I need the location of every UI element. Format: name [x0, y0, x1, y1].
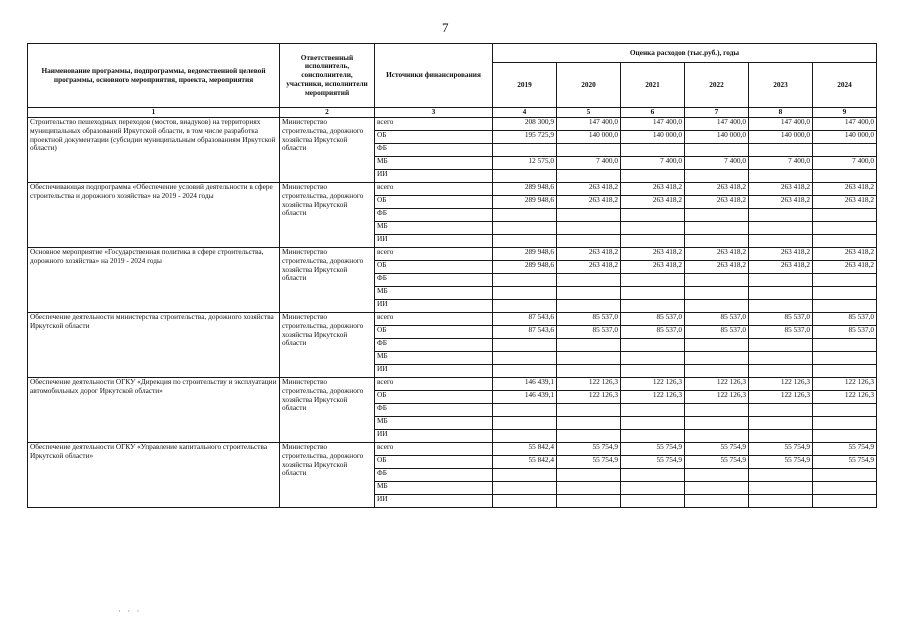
- amount-cell: 7 400,0: [557, 157, 621, 170]
- amount-cell: [493, 274, 557, 287]
- amount-cell: [685, 339, 749, 352]
- responsible-executor: Министерство строительства, дорожного хозяйства Иркутской области: [280, 313, 375, 378]
- amount-cell: 289 948,6: [493, 196, 557, 209]
- amount-cell: 263 418,2: [685, 196, 749, 209]
- amount-cell: 122 126,3: [557, 391, 621, 404]
- amount-cell: [557, 287, 621, 300]
- amount-cell: 55 754,9: [749, 456, 813, 469]
- amount-cell: 147 400,0: [685, 118, 749, 131]
- amount-cell: 87 543,6: [493, 313, 557, 326]
- amount-cell: [685, 352, 749, 365]
- amount-cell: [749, 365, 813, 378]
- amount-cell: [621, 339, 685, 352]
- amount-cell: 140 000,0: [749, 131, 813, 144]
- funding-source: ФБ: [375, 404, 493, 417]
- amount-cell: 140 000,0: [557, 131, 621, 144]
- responsible-executor: Министерство строительства, дорожного хозяйства Иркутской области: [280, 378, 375, 443]
- amount-cell: [749, 404, 813, 417]
- amount-cell: [557, 222, 621, 235]
- amount-cell: [685, 170, 749, 183]
- header-year: 2022: [685, 63, 749, 108]
- program-name: Обеспечивающая подпрограмма «Обеспечение условий деятельности в сфере строительства и дорожного хозяйства» на 2019 - 2024 годы: [28, 183, 280, 248]
- amount-cell: [493, 170, 557, 183]
- amount-cell: 12 575,0: [493, 157, 557, 170]
- amount-cell: [685, 235, 749, 248]
- amount-cell: 263 418,2: [813, 261, 877, 274]
- amount-cell: 85 537,0: [685, 313, 749, 326]
- amount-cell: [557, 352, 621, 365]
- amount-cell: 55 754,9: [685, 443, 749, 456]
- amount-cell: 146 439,1: [493, 391, 557, 404]
- amount-cell: [813, 430, 877, 443]
- amount-cell: [557, 430, 621, 443]
- amount-cell: 85 537,0: [557, 326, 621, 339]
- funding-source: ИИ: [375, 495, 493, 508]
- amount-cell: [685, 274, 749, 287]
- amount-cell: [493, 352, 557, 365]
- amount-cell: [685, 417, 749, 430]
- amount-cell: [493, 469, 557, 482]
- funding-source: ИИ: [375, 300, 493, 313]
- amount-cell: 55 842,4: [493, 443, 557, 456]
- amount-cell: [557, 339, 621, 352]
- amount-cell: [813, 235, 877, 248]
- amount-cell: 55 754,9: [685, 456, 749, 469]
- amount-cell: [749, 495, 813, 508]
- amount-cell: 263 418,2: [621, 196, 685, 209]
- amount-cell: 289 948,6: [493, 183, 557, 196]
- header-estimate: Оценка расходов (тыс.руб.), годы: [493, 44, 877, 63]
- amount-cell: 147 400,0: [621, 118, 685, 131]
- amount-cell: [557, 300, 621, 313]
- amount-cell: 85 537,0: [749, 313, 813, 326]
- amount-cell: [685, 482, 749, 495]
- header-year: 2023: [749, 63, 813, 108]
- amount-cell: [493, 287, 557, 300]
- funding-source: МБ: [375, 417, 493, 430]
- amount-cell: 263 418,2: [557, 183, 621, 196]
- amount-cell: [685, 287, 749, 300]
- funding-source: ОБ: [375, 391, 493, 404]
- amount-cell: [749, 300, 813, 313]
- column-number: 3: [375, 108, 493, 118]
- amount-cell: [493, 495, 557, 508]
- amount-cell: [621, 300, 685, 313]
- amount-cell: 263 418,2: [557, 248, 621, 261]
- funding-source: МБ: [375, 287, 493, 300]
- amount-cell: 122 126,3: [557, 378, 621, 391]
- amount-cell: [493, 417, 557, 430]
- amount-cell: [749, 209, 813, 222]
- amount-cell: [493, 300, 557, 313]
- amount-cell: [557, 469, 621, 482]
- column-number: 5: [557, 108, 621, 118]
- amount-cell: [813, 222, 877, 235]
- amount-cell: [493, 404, 557, 417]
- amount-cell: [557, 170, 621, 183]
- amount-cell: 263 418,2: [749, 261, 813, 274]
- amount-cell: 122 126,3: [685, 378, 749, 391]
- amount-cell: [749, 352, 813, 365]
- amount-cell: 122 126,3: [621, 378, 685, 391]
- expenditure-table: [27, 43, 877, 508]
- amount-cell: 263 418,2: [685, 183, 749, 196]
- amount-cell: 55 754,9: [813, 456, 877, 469]
- funding-source: ФБ: [375, 209, 493, 222]
- amount-cell: 55 754,9: [557, 456, 621, 469]
- amount-cell: 7 400,0: [685, 157, 749, 170]
- amount-cell: [493, 235, 557, 248]
- program-name: Строительство пешеходных переходов (мостов, виадуков) на территориях муниципальных образований Иркутской области, в том числе разработка проектной документации (субсидии муниципальным образованиям Иркутской области): [28, 118, 280, 183]
- funding-source: ФБ: [375, 469, 493, 482]
- funding-source: МБ: [375, 222, 493, 235]
- amount-cell: [621, 235, 685, 248]
- amount-cell: [621, 482, 685, 495]
- amount-cell: 147 400,0: [749, 118, 813, 131]
- amount-cell: [557, 404, 621, 417]
- amount-cell: [813, 300, 877, 313]
- header-name: Наименование программы, подпрограммы, ведомственной целевой программы, основного мероприятия, проекта, мероприятия: [28, 44, 280, 108]
- amount-cell: [749, 222, 813, 235]
- header-source: Источники финансирования: [375, 44, 493, 108]
- amount-cell: 140 000,0: [813, 131, 877, 144]
- amount-cell: [557, 274, 621, 287]
- amount-cell: [621, 209, 685, 222]
- funding-source: МБ: [375, 157, 493, 170]
- column-number: 2: [280, 108, 375, 118]
- funding-source: ОБ: [375, 261, 493, 274]
- amount-cell: [557, 365, 621, 378]
- amount-cell: [813, 404, 877, 417]
- amount-cell: 55 754,9: [557, 443, 621, 456]
- amount-cell: 263 418,2: [621, 261, 685, 274]
- amount-cell: [685, 209, 749, 222]
- amount-cell: 85 537,0: [621, 326, 685, 339]
- amount-cell: 263 418,2: [749, 183, 813, 196]
- header-responsible: Ответственный исполнитель, соисполнители, участники, исполнители мероприятий: [280, 44, 375, 108]
- program-name: Обеспечение деятельности ОГКУ «Дирекция по строительству и эксплуатации автомобильных дорог Иркутской области»: [28, 378, 280, 443]
- table-row: [28, 378, 877, 391]
- amount-cell: [493, 365, 557, 378]
- table-row: [28, 313, 877, 326]
- amount-cell: 85 537,0: [557, 313, 621, 326]
- funding-source: всего: [375, 313, 493, 326]
- amount-cell: [685, 430, 749, 443]
- amount-cell: 7 400,0: [621, 157, 685, 170]
- responsible-executor: Министерство строительства, дорожного хозяйства Иркутской области: [280, 248, 375, 313]
- funding-source: всего: [375, 183, 493, 196]
- amount-cell: [557, 417, 621, 430]
- amount-cell: [749, 430, 813, 443]
- responsible-executor: Министерство строительства, дорожного хозяйства Иркутской области: [280, 118, 375, 183]
- responsible-executor: Министерство строительства, дорожного хозяйства Иркутской области: [280, 183, 375, 248]
- amount-cell: [621, 495, 685, 508]
- amount-cell: [813, 365, 877, 378]
- amount-cell: [557, 495, 621, 508]
- amount-cell: [813, 209, 877, 222]
- amount-cell: [813, 274, 877, 287]
- funding-source: ФБ: [375, 144, 493, 157]
- amount-cell: [813, 352, 877, 365]
- amount-cell: [493, 222, 557, 235]
- amount-cell: 87 543,6: [493, 326, 557, 339]
- amount-cell: 55 754,9: [621, 456, 685, 469]
- column-number: 9: [813, 108, 877, 118]
- amount-cell: [685, 365, 749, 378]
- amount-cell: [749, 339, 813, 352]
- amount-cell: [813, 339, 877, 352]
- amount-cell: 147 400,0: [557, 118, 621, 131]
- amount-cell: [621, 404, 685, 417]
- table-row: [28, 183, 877, 196]
- header-year: 2019: [493, 63, 557, 108]
- table-row: [28, 118, 877, 131]
- page-number: 7: [442, 20, 449, 35]
- amount-cell: 140 000,0: [685, 131, 749, 144]
- amount-cell: 55 754,9: [813, 443, 877, 456]
- amount-cell: [557, 209, 621, 222]
- amount-cell: [813, 482, 877, 495]
- amount-cell: 263 418,2: [749, 196, 813, 209]
- amount-cell: [621, 170, 685, 183]
- amount-cell: 7 400,0: [749, 157, 813, 170]
- header-year: 2020: [557, 63, 621, 108]
- table-row: [28, 248, 877, 261]
- table-body: [28, 118, 877, 508]
- amount-cell: 263 418,2: [557, 196, 621, 209]
- amount-cell: [493, 339, 557, 352]
- funding-source: всего: [375, 248, 493, 261]
- funding-source: ФБ: [375, 274, 493, 287]
- amount-cell: 122 126,3: [813, 378, 877, 391]
- amount-cell: [621, 469, 685, 482]
- amount-cell: 140 000,0: [621, 131, 685, 144]
- amount-cell: [749, 235, 813, 248]
- amount-cell: [813, 469, 877, 482]
- amount-cell: 263 418,2: [621, 183, 685, 196]
- header-year: 2024: [813, 63, 877, 108]
- amount-cell: [557, 482, 621, 495]
- amount-cell: 55 754,9: [621, 443, 685, 456]
- amount-cell: [621, 222, 685, 235]
- amount-cell: 263 418,2: [813, 183, 877, 196]
- header-year: 2021: [621, 63, 685, 108]
- amount-cell: 55 842,4: [493, 456, 557, 469]
- margin-mark: · · ·: [118, 606, 142, 616]
- amount-cell: [557, 235, 621, 248]
- amount-cell: 289 948,6: [493, 248, 557, 261]
- column-number: 7: [685, 108, 749, 118]
- amount-cell: [749, 417, 813, 430]
- amount-cell: 263 418,2: [813, 248, 877, 261]
- amount-cell: 146 439,1: [493, 378, 557, 391]
- amount-cell: [685, 469, 749, 482]
- funding-source: ФБ: [375, 339, 493, 352]
- column-number: 1: [28, 108, 280, 118]
- funding-source: ОБ: [375, 196, 493, 209]
- amount-cell: [749, 469, 813, 482]
- funding-source: всего: [375, 378, 493, 391]
- amount-cell: 85 537,0: [813, 313, 877, 326]
- amount-cell: 85 537,0: [813, 326, 877, 339]
- amount-cell: [557, 144, 621, 157]
- amount-cell: 147 400,0: [813, 118, 877, 131]
- amount-cell: [621, 144, 685, 157]
- amount-cell: [685, 144, 749, 157]
- table-row: [28, 443, 877, 456]
- amount-cell: 85 537,0: [749, 326, 813, 339]
- amount-cell: [749, 144, 813, 157]
- amount-cell: 263 418,2: [557, 261, 621, 274]
- funding-source: МБ: [375, 352, 493, 365]
- amount-cell: [813, 170, 877, 183]
- amount-cell: [685, 222, 749, 235]
- amount-cell: 208 300,9: [493, 118, 557, 131]
- amount-cell: 263 418,2: [685, 248, 749, 261]
- amount-cell: [493, 209, 557, 222]
- amount-cell: [813, 417, 877, 430]
- amount-cell: [493, 144, 557, 157]
- funding-source: ОБ: [375, 326, 493, 339]
- column-number: 8: [749, 108, 813, 118]
- amount-cell: [621, 274, 685, 287]
- program-name: Обеспечение деятельности министерства строительства, дорожного хозяйства Иркутской области: [28, 313, 280, 378]
- amount-cell: [621, 417, 685, 430]
- amount-cell: [493, 482, 557, 495]
- amount-cell: [813, 495, 877, 508]
- funding-source: ИИ: [375, 430, 493, 443]
- amount-cell: 263 418,2: [749, 248, 813, 261]
- amount-cell: 122 126,3: [685, 391, 749, 404]
- funding-source: ИИ: [375, 170, 493, 183]
- funding-source: всего: [375, 118, 493, 131]
- amount-cell: 122 126,3: [813, 391, 877, 404]
- amount-cell: 289 948,6: [493, 261, 557, 274]
- column-number: 6: [621, 108, 685, 118]
- funding-source: ИИ: [375, 365, 493, 378]
- amount-cell: 85 537,0: [685, 326, 749, 339]
- amount-cell: [749, 287, 813, 300]
- program-name: Основное мероприятие «Государственная политика в сфере строительства, дорожного хозяйства» на 2019 - 2024 годы: [28, 248, 280, 313]
- funding-source: ИИ: [375, 235, 493, 248]
- amount-cell: [685, 495, 749, 508]
- amount-cell: 85 537,0: [621, 313, 685, 326]
- amount-cell: [621, 352, 685, 365]
- amount-cell: [749, 170, 813, 183]
- column-number: 4: [493, 108, 557, 118]
- amount-cell: [685, 404, 749, 417]
- amount-cell: 55 754,9: [749, 443, 813, 456]
- amount-cell: [749, 482, 813, 495]
- amount-cell: 263 418,2: [685, 261, 749, 274]
- amount-cell: [813, 287, 877, 300]
- amount-cell: [621, 287, 685, 300]
- amount-cell: [749, 274, 813, 287]
- program-name: Обеспечение деятельности ОГКУ «Управление капитального строительства Иркутской области»: [28, 443, 280, 508]
- responsible-executor: Министерство строительства, дорожного хозяйства Иркутской области: [280, 443, 375, 508]
- amount-cell: [685, 300, 749, 313]
- amount-cell: 195 725,9: [493, 131, 557, 144]
- funding-source: МБ: [375, 482, 493, 495]
- amount-cell: 263 418,2: [813, 196, 877, 209]
- amount-cell: [493, 430, 557, 443]
- amount-cell: [813, 144, 877, 157]
- amount-cell: [621, 365, 685, 378]
- amount-cell: 122 126,3: [621, 391, 685, 404]
- amount-cell: [621, 430, 685, 443]
- amount-cell: 122 126,3: [749, 391, 813, 404]
- funding-source: ОБ: [375, 131, 493, 144]
- amount-cell: 122 126,3: [749, 378, 813, 391]
- funding-source: всего: [375, 443, 493, 456]
- amount-cell: 7 400,0: [813, 157, 877, 170]
- amount-cell: 263 418,2: [621, 248, 685, 261]
- funding-source: ОБ: [375, 456, 493, 469]
